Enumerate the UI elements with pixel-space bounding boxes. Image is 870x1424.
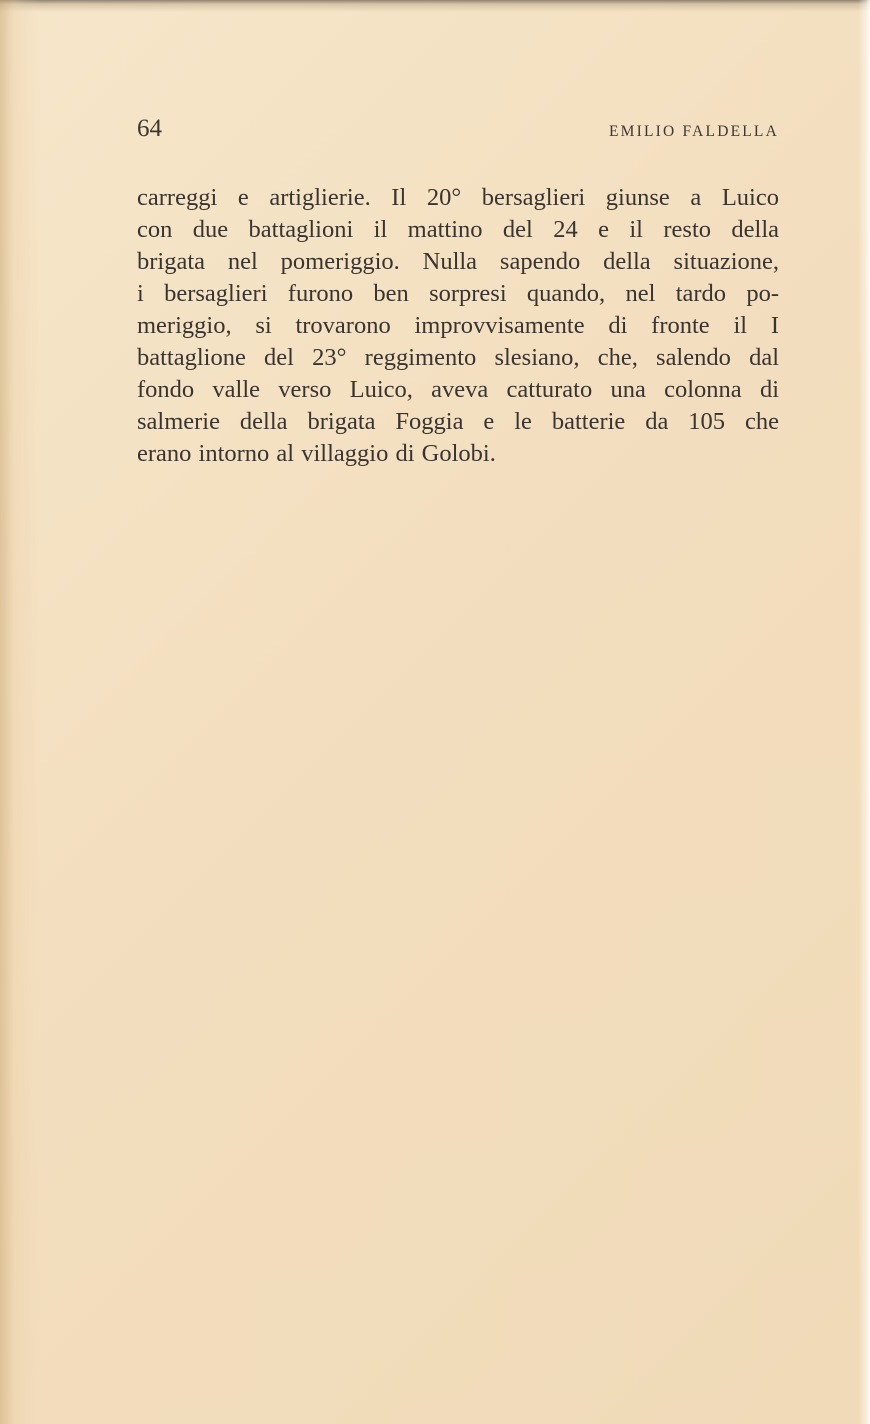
text-line: carreggi e artiglierie. Il 20° bersaglieri giunse a Luico [137,184,779,211]
text-line: brigata nel pomeriggio. Nulla sapendo della situazione, [137,248,779,275]
running-head: EMILIO FALDELLA [608,123,779,140]
text-line: meriggio, si trovarono improvvisamente di fronte il I [137,312,779,339]
text-line: fondo valle verso Luico, aveva catturato una colonna di [137,376,779,403]
page-header [137,112,779,146]
text-line: battaglione del 23° reggimento slesiano, che, salendo dal [137,344,779,371]
body-paragraph [137,182,779,470]
text-line: i bersaglieri furono ben sorpresi quando, nel tardo po- [137,280,779,307]
text-line: erano intorno al villaggio di Golobi. [137,440,496,467]
text-line: con due battaglioni il mattino del 24 e il resto della [137,216,779,243]
page-number: 64 [137,115,162,142]
text-line: salmerie della brigata Foggia e le batterie da 105 che [137,408,779,435]
